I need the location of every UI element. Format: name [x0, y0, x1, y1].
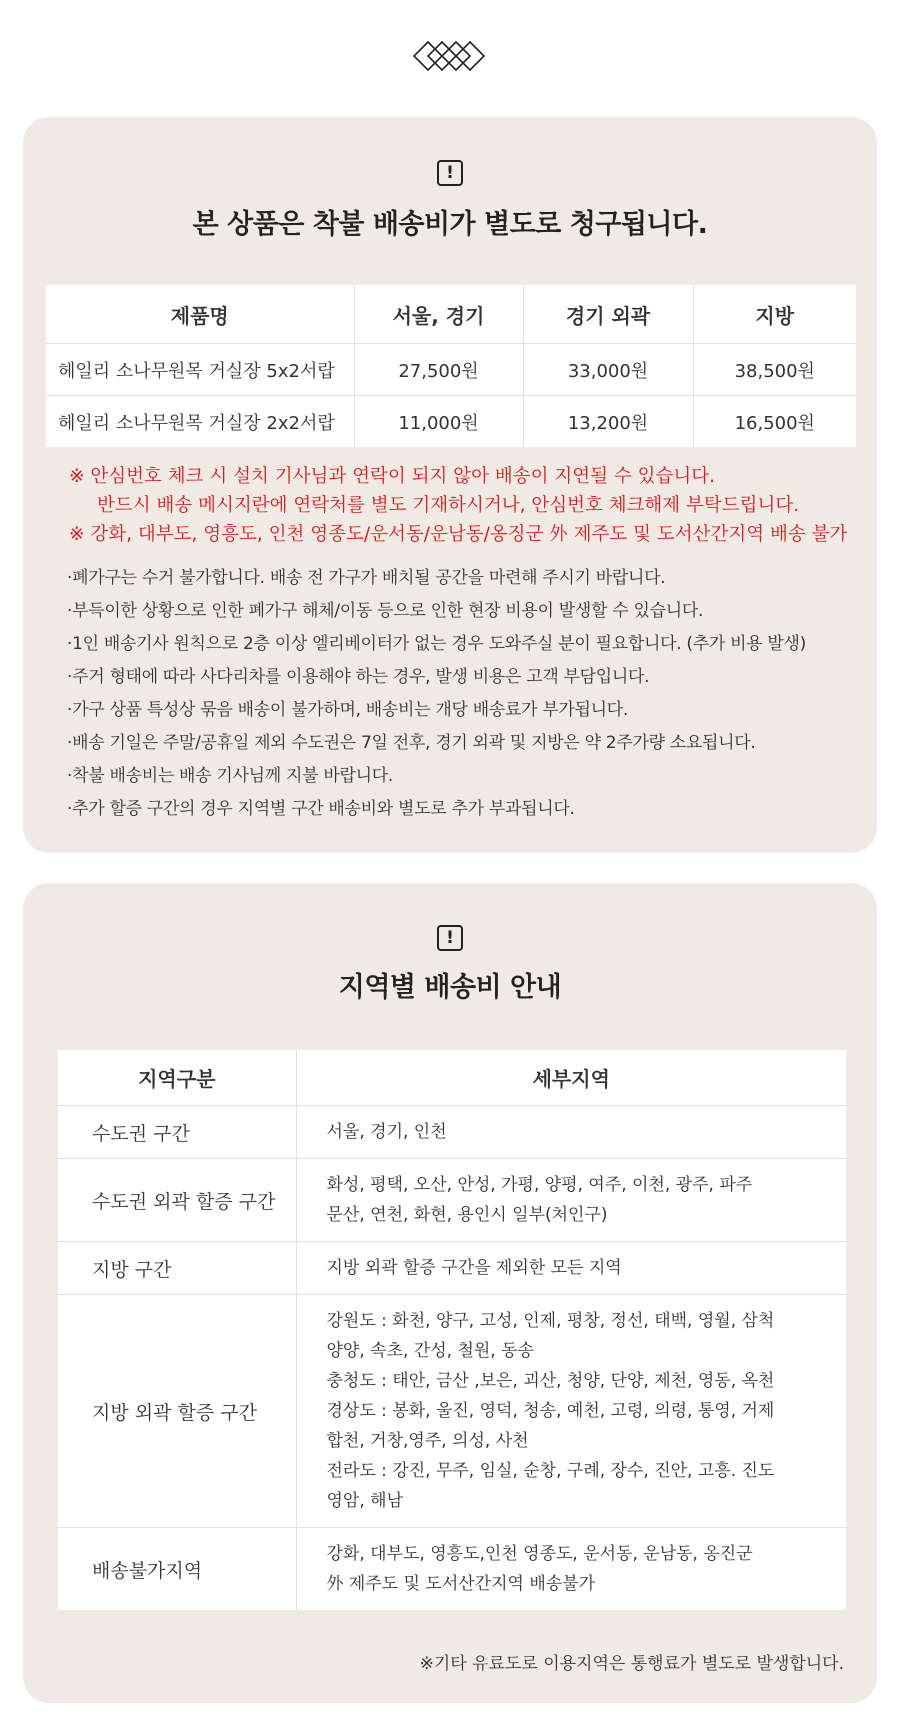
region-detail-line: 서울, 경기, 인천	[326, 1122, 447, 1142]
region-detail-line: 外 제주도 및 도서산간지역 배송불가	[326, 1574, 596, 1594]
region-detail-line: 합천, 거창,영주, 의성, 사천	[326, 1431, 529, 1451]
region-detail-cell	[296, 1159, 846, 1242]
region-detail-line: 강화, 대부도, 영흥도,인천 영종도, 운서동, 운남동, 옹진군	[326, 1544, 753, 1564]
region-name-cell: 지방 외곽 할증 구간	[58, 1295, 296, 1528]
region-guide-title: 지역별 배송비 안내	[338, 972, 562, 1003]
price-cell: 11,000원	[354, 396, 523, 448]
table-row	[58, 1242, 846, 1295]
region-detail-line: 양양, 속초, 간성, 철원, 동송	[326, 1341, 534, 1361]
list-item: ·가구 상품 특성상 묶음 배송이 불가하며, 배송비는 개당 배송료가 부가됩니다.	[67, 700, 629, 720]
table-header-row	[46, 285, 856, 344]
region-detail-line: 전라도 : 강진, 무주, 임실, 순창, 구례, 장수, 진안, 고흥. 진도	[326, 1461, 775, 1481]
list-item: ·추가 할증 구간의 경우 지역별 구간 배송비와 별도로 추가 부과됩니다.	[67, 799, 575, 819]
column-header: 지방	[693, 285, 856, 344]
region-detail-line: 충청도 : 태안, 금산 ,보은, 괴산, 청양, 단양, 제천, 영동, 옥천	[326, 1371, 775, 1391]
table-row	[58, 1295, 846, 1528]
region-detail-line: 강원도 : 화천, 양구, 고성, 인제, 평창, 정선, 태백, 영월, 삼척	[326, 1311, 775, 1331]
warning-line: ※ 강화, 대부도, 영흥도, 인천 영종도/운서동/운남동/옹징군 外 제주도 및 도서산간지역 배송 불가	[69, 524, 848, 545]
table-row	[58, 1528, 846, 1611]
region-detail-line: 경상도 : 봉화, 울진, 영덕, 청송, 예천, 고령, 의령, 통영, 거제	[326, 1401, 775, 1421]
table-row	[46, 344, 856, 396]
region-name-cell: 지방 구간	[58, 1242, 296, 1295]
list-item: ·1인 배송기사 원칙으로 2층 이상 엘리베이터가 없는 경우 도와주실 분이 필요합니다. (추가 비용 발생)	[67, 634, 807, 654]
table-row	[46, 396, 856, 448]
region-name-cell: 배송불가지역	[58, 1528, 296, 1611]
column-header: 경기 외곽	[523, 285, 693, 344]
price-cell: 13,200원	[523, 396, 693, 448]
shipping-price-table	[46, 285, 856, 447]
price-cell: 27,500원	[354, 344, 523, 396]
price-cell: 38,500원	[693, 344, 856, 396]
table-row	[58, 1106, 846, 1159]
list-item: ·주거 형태에 따라 사다리차를 이용해야 하는 경우, 발생 비용은 고객 부담입니다.	[67, 667, 650, 687]
price-cell: 16,500원	[693, 396, 856, 448]
region-name-cell: 수도권 구간	[58, 1106, 296, 1159]
exclamation-box-icon: !	[437, 925, 463, 951]
region-detail-cell	[296, 1528, 846, 1611]
region-detail-line: 화성, 평택, 오산, 안성, 가평, 양평, 여주, 이천, 광주, 파주	[326, 1175, 753, 1195]
region-name-cell: 수도권 외곽 할증 구간	[58, 1159, 296, 1242]
list-item: ·배송 기일은 주말/공휴일 제외 수도권은 7일 전후, 경기 외곽 및 지방은 약 2주가량 소요됩니다.	[67, 733, 756, 753]
region-detail-cell	[296, 1242, 846, 1295]
shipping-notice-title: 본 상품은 착불 배송비가 별도로 청구됩니다.	[192, 209, 708, 240]
toll-footnote: ※기타 유료도로 이용지역은 통행료가 별도로 발생합니다.	[419, 1654, 844, 1674]
region-detail-cell	[296, 1106, 846, 1159]
table-row	[58, 1159, 846, 1242]
list-item: ·폐가구는 수거 불가합니다. 배송 전 가구가 배치될 공간을 마련해 주시기 바랍니다.	[67, 568, 666, 588]
warning-notice	[69, 462, 867, 549]
exclamation-box-icon: !	[437, 160, 463, 186]
shipping-notice-card	[23, 117, 877, 853]
price-cell: 33,000원	[523, 344, 693, 396]
warning-line: 반드시 배송 메시지란에 연락처를 별도 기재하시거나, 안심번호 체크해제 부탁드립니다.	[97, 495, 800, 516]
region-detail-line: 영암, 해남	[326, 1491, 403, 1511]
product-name-cell: 헤일리 소나무원목 거실장 2x2서랍	[46, 396, 354, 448]
region-detail-line: 문산, 연천, 화현, 용인시 일부(처인구)	[326, 1205, 608, 1225]
column-header: 제품명	[170, 303, 229, 328]
column-header: 세부지역	[296, 1050, 846, 1106]
region-table	[58, 1050, 846, 1610]
warning-line: ※ 안심번호 체크 시 설치 기사님과 연락이 되지 않아 배송이 지연될 수 있습니다.	[69, 466, 715, 487]
product-name-cell: 헤일리 소나무원목 거실장 5x2서랍	[46, 344, 354, 396]
column-header: 지역구분	[138, 1067, 216, 1091]
region-guide-card	[23, 883, 877, 1703]
policy-list	[67, 562, 867, 826]
region-detail-cell	[296, 1295, 846, 1528]
region-detail-line: 지방 외곽 할증 구간을 제외한 모든 지역	[326, 1258, 622, 1278]
table-header-row	[58, 1050, 846, 1106]
list-item: ·착불 배송비는 배송 기사님께 지불 바랍니다.	[67, 766, 393, 786]
list-item: ·부득이한 상황으로 인한 폐가구 해체/이동 등으로 인한 현장 비용이 발생할 수 있습니다.	[67, 601, 704, 621]
column-header: 서울, 경기	[354, 285, 523, 344]
diamond-chain-icon	[0, 36, 900, 76]
